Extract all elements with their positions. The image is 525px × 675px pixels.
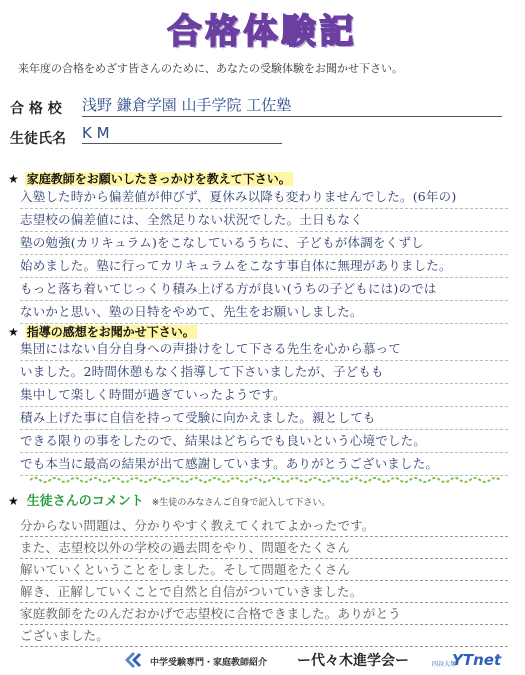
intro-text: 来年度の合格をめざす皆さんのために、あなたの受験体験をお聞かせ下さい。 — [18, 62, 403, 75]
reason-line: 始めました。塾に行ってカリキュラムをこなす事自体に無理がありました。 — [20, 255, 508, 278]
reason-line: ないかと思い、塾の日特をやめて、先生をお願いしました。 — [20, 301, 508, 324]
student-value: K M — [82, 124, 282, 144]
impression-line: でも本当に最高の結果が出て感謝しています。ありがとうございました。 — [20, 453, 508, 476]
school-value: 浅野 鎌倉学園 山手学院 工佐塾 — [82, 94, 502, 117]
school-logo-icon — [122, 649, 144, 671]
reason-line: もっと落ち着いてじっくり積み上げる方が良い(うちの子どもには)のでは — [20, 278, 508, 301]
reason-answer — [20, 186, 508, 324]
footer-brand: ー代々木進学会ー — [297, 653, 409, 669]
impression-line: 積み上げた事に自信を持って受験に向かえました。親としても — [20, 407, 508, 430]
reason-heading — [8, 170, 293, 187]
impression-line: いました。2時間休憩もなく指導して下さいましたが、子どもも — [20, 361, 508, 384]
comment-heading-note: ※生徒のみなさんご自身で記入して下さい。 — [151, 498, 331, 508]
comment-heading-label: 生徒さんのコメント — [26, 494, 144, 509]
comment-line: 解き、正解していくことで自然と自信がついていきました。 — [20, 581, 508, 603]
footer — [0, 647, 525, 675]
footer-tagline: 中学受験専門・家庭教師紹介 — [150, 658, 268, 668]
comment-answer — [20, 515, 508, 647]
comment-line: ございました。 — [20, 625, 508, 647]
ytnet-logo: YTnet — [452, 651, 502, 669]
comment-line: 解いていくということをしました。そして問題をたくさん — [20, 559, 508, 581]
wave-divider — [30, 476, 500, 484]
reason-line: 塾の勉強(カリキュラム)をこなしているうちに、子どもが体調をくずし — [20, 232, 508, 255]
star-icon: ★ — [8, 325, 19, 339]
reason-heading-label: 家庭教師をお願いしたきっかけを教えて下さい。 — [26, 172, 291, 186]
impression-line: 集中して楽しく時間が過ぎていったようです。 — [20, 384, 508, 407]
impression-answer — [20, 338, 508, 476]
comment-line: また、志望校以外の学校の過去問をやり、問題をたくさん — [20, 537, 508, 559]
comment-heading — [8, 490, 330, 509]
star-icon: ★ — [8, 494, 19, 508]
star-icon: ★ — [8, 172, 19, 186]
reason-line: 志望校の偏差値には、全然足りない状況でした。土日もなく — [20, 209, 508, 232]
student-label: 生徒氏名 — [10, 131, 66, 147]
reason-line: 入塾した時から偏差値が伸びず、夏休み以降も変わりませんでした。(6年の) — [20, 186, 508, 209]
page-title: 合格体験記 — [167, 12, 358, 52]
ytnet-logo-small: 四谷大塚 — [432, 661, 457, 668]
impression-heading-label: 指導の感想をお聞かせ下さい。 — [26, 325, 195, 339]
comment-line: 家庭教師をたのんだおかげで志望校に合格できました。ありがとう — [20, 603, 508, 625]
school-label: 合 格 校 — [10, 101, 62, 117]
impression-line: 集団にはない自分自身への声掛けをして下さる先生を心から慕って — [20, 338, 508, 361]
comment-line: 分からない問題は、分かりやすく教えてくれてよかったです。 — [20, 515, 508, 537]
impression-line: できる限りの事をしたので、結果はどちらでも良いという心境でした。 — [20, 430, 508, 453]
